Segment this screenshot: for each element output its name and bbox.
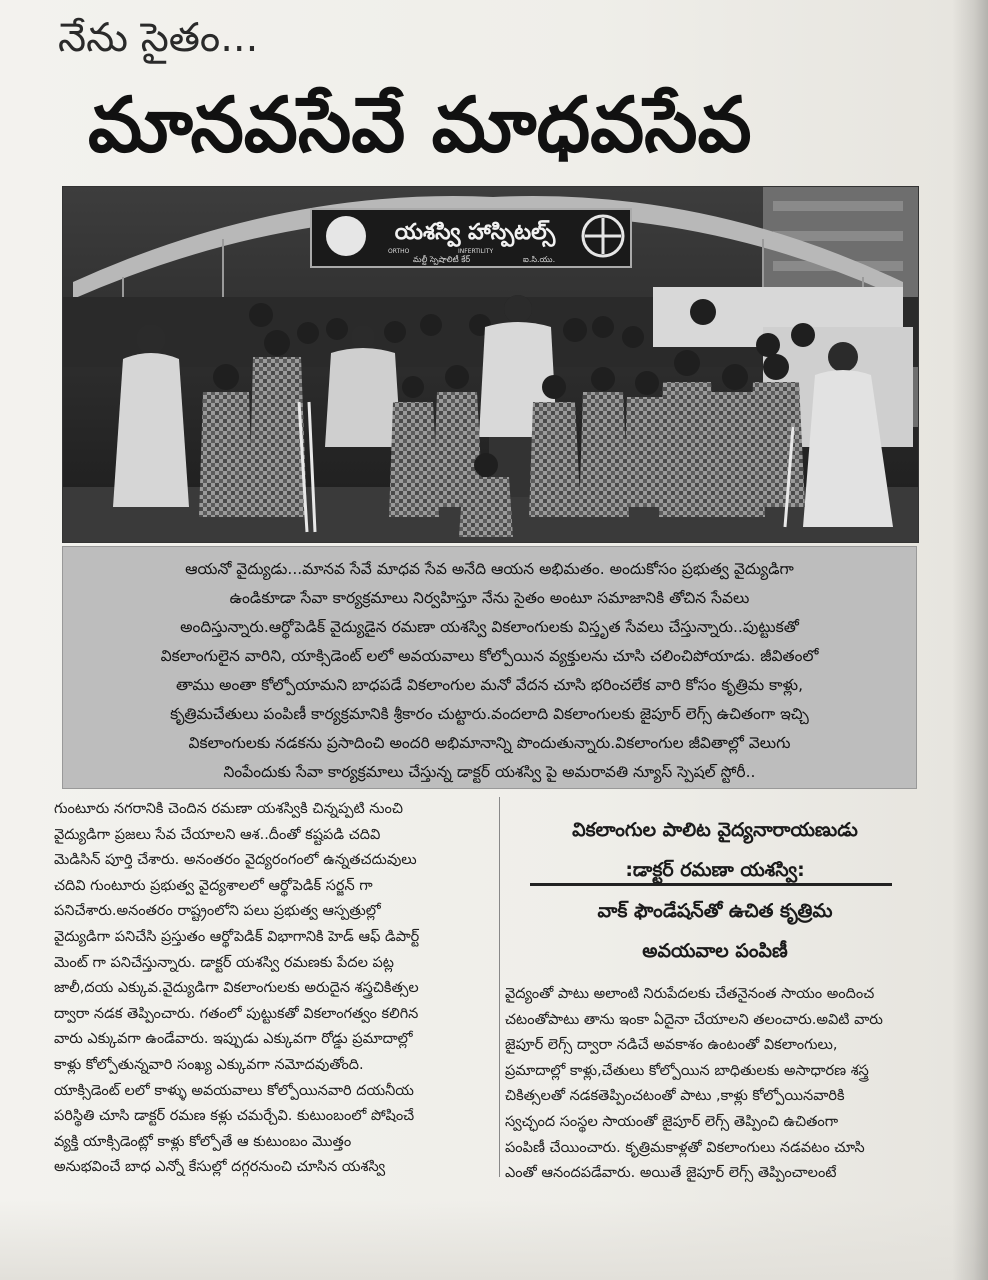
body-line: ద్వారా నడక తెప్పించారు. గతంలో పుట్టుకతో వికలాంగత్వం కలిగిన	[54, 1005, 419, 1022]
page-bottom-margin	[0, 1200, 988, 1280]
body-line: అనుభవించే బాధ ఎన్నో కేసుల్లో దగ్గరనుంచి చూసిన యశస్వి	[54, 1159, 386, 1176]
subhead-line-4: అవయవాల పంపిణీ	[642, 940, 788, 962]
kicker: నేను సైతం...	[58, 15, 259, 61]
body-line: వైద్యంతో పాటు అలాంటి నిరుపేదలకు చేతనైనంత సాయం అందించ	[505, 986, 875, 1002]
body-line: చదివి గుంటూరు ప్రభుత్వ వైద్యశాలలో ఆర్థోపెడిక్ సర్జన్ గా	[54, 877, 373, 894]
body-line: వారు ఎక్కువగా ఉండేవారు. ఇప్పుడు ఎక్కువగా రోడ్డు ప్రమాదాల్లో	[54, 1031, 413, 1048]
lead-line: తాము అంతా కోల్పోయామని బాధపడే వికలాంగుల మనో వేదన చూసి భరించలేక వారి కోసం కృత్రిమ కాళ్లు,	[175, 676, 804, 694]
subhead-rule	[530, 883, 892, 886]
body-line: మెడిసిన్ పూర్తి చేశారు. అనంతరం వైద్యరంగంలో ఉన్నతచదువులు	[54, 852, 417, 869]
lead-line: కృత్రిమచేతులు పంపిణీ కార్యక్రమానికి శ్రీకారం చుట్టారు.వందలాది వికలాంగులకు జైపూర్ లెగ్స్ ఉచితంగా ఇచ్చి	[170, 705, 809, 723]
body-line: వైద్యుడిగా ప్రజలు సేవ చేయాలని ఆశ..దీంతో కష్టపడి చదివి	[54, 826, 381, 843]
subhead-line-2: :డాక్టర్ రమణా యశస్వి:	[625, 859, 805, 881]
body-line: యాక్సిడెంట్ లలో కాళ్ళు అవయవాలు కోల్పోయినవారి దయనీయ	[54, 1082, 414, 1099]
body-line: పనిచేశారు.అనంతరం రాష్ట్రంలోని పలు ప్రభుత్వ ఆస్పత్రుల్లో	[54, 903, 381, 920]
lead-line: వికలాంగులైన వారిని, యాక్సిడెంట్ లలో అవయవాలు కోల్పోయిన వ్యక్తులను చూసి చలించిపోయాడు. జీవితంలో	[160, 647, 819, 665]
body-line: వ్యక్తి యాక్సిడెంట్లో కాళ్లు కోల్పోతే ఆ కుటుంబం మొత్తం	[54, 1133, 352, 1150]
sign-sub-1: ORTHO	[388, 248, 410, 255]
news-photo	[62, 186, 919, 543]
lead-summary-box	[62, 546, 917, 789]
body-line: ప్రమాదాల్లో కాళ్లు,చేతులు కోల్పోయిన బాధితులకు అసాధారణ శస్త్ర	[505, 1062, 869, 1079]
lead-line: అందిస్తున్నారు.ఆర్థోపెడిక్ వైద్యుడైన రమణా యశస్వి వికలాంగులకు విస్తృత సేవలు చేస్తున్నారు..పుట్టుకతో	[180, 618, 799, 636]
body-line: స్వచ్ఛంద సంస్థల సాయంతో జైపూర్ లెగ్స్ తెప్పించి ఉచితంగా	[505, 1113, 839, 1130]
lead-line: ఆయనో వైద్యుడు...మానవ సేవే మాధవ సేవ అనేది ఆయన అభిమతం. అందుకోసం ప్రభుత్వ వైద్యుడిగా	[185, 560, 794, 578]
body-line: గుంటూరు నగరానికి చెందిన రమణా యశస్వికి చిన్నప్పటి నుంచి	[54, 801, 403, 817]
left-column	[54, 797, 500, 1177]
sign-sub-4: ఐ.సి.యు.	[523, 255, 556, 264]
sign-text: యశస్వి హాస్పిటల్స్	[394, 220, 556, 245]
right-column	[505, 982, 920, 1182]
body-line: చికిత్సలతో నడకతెప్పించటంతో పాటు ,కాళ్లు కోల్పోయినవారికి	[505, 1088, 845, 1105]
body-line: పంపిణీ చేయించారు. కృత్రిమకాళ్లతో వికలాంగులు నడవటం చూసి	[505, 1139, 865, 1156]
page-fold-shadow	[952, 0, 988, 1280]
subhead-line-3: వాక్ ఫౌండేషన్‌తో ఉచిత కృత్రిమ	[597, 900, 833, 922]
body-line: పరిస్థితి చూసి డాక్టర్ రమణ కళ్లు చమర్చేవి. కుటుంబంలో పోషించే	[54, 1108, 415, 1125]
lead-line: వికలాంగులకు నడకను ప్రసాదించి అందరి అభిమానాన్ని పొందుతున్నారు.వికలాంగుల జీవితాల్లో వెలుగు	[188, 734, 791, 752]
body-line: చటంతోపాటు తాను ఇంకా ఏదైనా చేయాలని తలంచారు.అవిటి వారు	[505, 1011, 883, 1028]
body-line: మెంట్ గా పనిచేస్తున్నారు. డాక్టర్ యశస్వి రమణకు పేదల పట్ల	[54, 954, 394, 971]
sign-sub-2: INFERTILITY	[458, 248, 494, 255]
headline: మానవసేవే మాధవసేవ	[88, 80, 752, 169]
body-line: వైద్యుడిగా పనిచేసి ప్రస్తుతం ఆర్థోపెడిక్ విభాగానికి హెడ్ ఆఫ్ డిపార్ట్	[54, 928, 420, 945]
body-line: కాళ్లు కోల్పోతున్నవారి సంఖ్య ఎక్కువగా నమోదవుతోంది.	[54, 1056, 364, 1073]
body-line: జైపూర్ లెగ్స్ ద్వారా నడిచే అవకాశం ఉంటంతో వికలాంగులు,	[505, 1037, 838, 1054]
sign-sub-3: మల్టీ స్పెషాలిటీ కేర్	[413, 255, 471, 264]
lead-line: ఉండికూడా సేవా కార్యక్రమాలు నిర్వహిస్తూ నేను సైతం అంటూ సమాజానికి తోచిన సేవలు	[229, 589, 750, 607]
subhead-line-1: వికలాంగుల పాలిట వైద్యనారాయణుడు	[572, 819, 858, 841]
body-line: జాలీ,దయ ఎక్కువ.వైద్యుడిగా వికలాంగులకు అరుదైన శస్త్రచికిత్సల	[54, 980, 419, 997]
lead-line: నింపేందుకు సేవా కార్యక్రమాలు చేస్తున్న డాక్టర్ యశస్వి పై అమరావతి న్యూస్ స్పెషల్ స్టోరీ..	[223, 763, 756, 781]
body-line: ఎంతో ఆనందపడేవారు. అయితే జైపూర్ లెగ్స్ తెప్పించాలంటే	[505, 1165, 837, 1182]
